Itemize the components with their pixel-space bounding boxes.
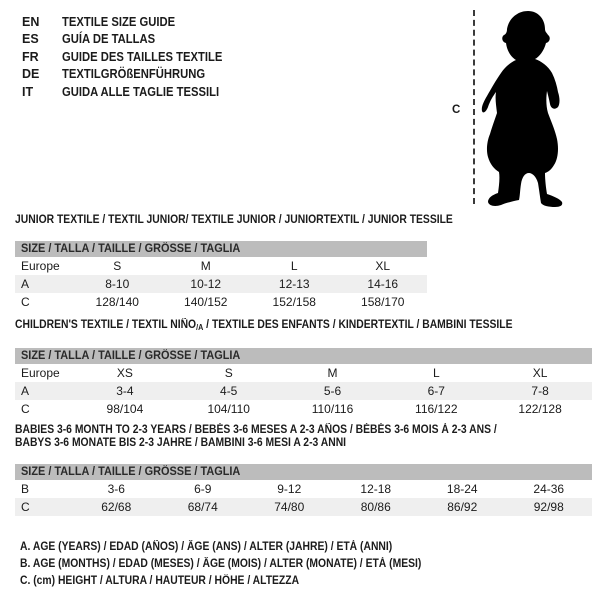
babies-table-title-line2: BABYS 3-6 MONATE BIS 2-3 JAHRE / BAMBINI 3-6 MESI A 2-3 ANNI: [15, 437, 347, 449]
size-cell: L: [432, 366, 440, 380]
size-cell: 92/98: [533, 500, 564, 514]
language-row-it: [22, 83, 240, 101]
language-code: IT: [22, 84, 34, 99]
language-code: ES: [22, 32, 39, 47]
row-label: C: [21, 295, 30, 309]
size-header-bar: SIZE / TALLA / TAILLE / GRÖSSE / TAGLIA: [15, 241, 427, 257]
size-cell: 6-7: [427, 384, 445, 398]
size-cell: 7-8: [531, 384, 549, 398]
size-cell: 122/128: [518, 402, 562, 416]
language-row-es: [22, 31, 240, 49]
junior-table-title: JUNIOR TEXTILE / TEXTIL JUNIOR/ TEXTILE JUNIOR / JUNIORTEXTIL / JUNIOR TESSILE: [15, 214, 453, 226]
language-title: GUIDA ALLE TAGLIE TESSILI: [62, 84, 220, 99]
size-cell: S: [224, 366, 233, 380]
size-cell: 128/140: [95, 295, 139, 309]
size-cell: 6-9: [194, 482, 212, 496]
size-cell: 5-6: [323, 384, 342, 398]
size-cell: 104/110: [207, 402, 250, 416]
height-label-c: C: [452, 104, 461, 116]
size-cell: 4-5: [220, 384, 238, 398]
size-cell: M: [200, 259, 211, 273]
language-title: TEXTILE SIZE GUIDE: [62, 14, 176, 29]
size-cell: 86/92: [447, 500, 478, 514]
language-row-en: [22, 13, 240, 31]
row-label: Europe: [21, 259, 60, 273]
junior-table-section: [15, 214, 453, 311]
size-cell: 140/152: [184, 295, 228, 309]
height-measure-line: [473, 10, 475, 204]
size-cell: 12-13: [278, 277, 310, 291]
size-header-bar: SIZE / TALLA / TAILLE / GRÖSSE / TAGLIA: [15, 348, 592, 364]
size-cell: XL: [532, 366, 548, 380]
children-table-section: [15, 319, 592, 418]
subscript-a: /A: [196, 323, 204, 332]
size-cell: 9-12: [277, 482, 302, 496]
table-row-b: [15, 480, 592, 498]
table-row-a: [15, 382, 592, 400]
size-cell: S: [113, 259, 122, 273]
size-cell: 158/170: [361, 295, 405, 309]
language-code: FR: [22, 49, 39, 64]
footnotes: [20, 539, 466, 590]
row-label: C: [21, 402, 30, 416]
row-label: Europe: [21, 366, 60, 380]
language-title: GUÍA DE TALLAS: [62, 32, 156, 47]
size-cell: 12-18: [360, 482, 392, 496]
babies-table-title-line1: BABIES 3-6 MONTH TO 2-3 YEARS / BEBÉS 3-6 MESES A 2-3 AÑOS / BÉBÉS 3-6 MOIS À 2-3 ANS /: [15, 424, 497, 436]
table-row-europe: [15, 257, 427, 275]
language-title: GUIDE DES TAILLES TEXTILE: [62, 49, 223, 64]
language-row-fr: [22, 48, 240, 66]
language-title: TEXTILGRÖßENFÜHRUNG: [62, 67, 206, 82]
children-table-title: CHILDREN'S TEXTILE / TEXTIL $NIÑO_{/A}$ / TEXTILE DES ENFANTS / KINDERTEXTIL / BAMBINI TESSILE: [15, 319, 513, 332]
language-code: EN: [22, 14, 40, 29]
row-label: A: [21, 384, 30, 398]
size-cell: 152/158: [272, 295, 316, 309]
table-row-a: [15, 275, 427, 293]
size-header-bar: SIZE / TALLA / TAILLE / GRÖSSE / TAGLIA: [15, 464, 592, 480]
language-row-de: [22, 66, 240, 84]
size-cell: L: [290, 259, 298, 273]
size-cell: 14-16: [367, 277, 399, 291]
row-label: C: [21, 500, 30, 514]
size-cell: 3-6: [107, 482, 125, 496]
size-cell: 74/80: [274, 500, 305, 514]
table-row-europe: [15, 364, 592, 382]
language-code: DE: [22, 67, 40, 82]
size-cell: 68/74: [187, 500, 218, 514]
size-cell: 110/116: [311, 402, 354, 416]
size-cell: 98/104: [106, 402, 144, 416]
size-cell: 8-10: [105, 277, 130, 291]
size-cell: 10-12: [190, 277, 222, 291]
size-cell: 18-24: [446, 482, 478, 496]
size-cell: 116/122: [415, 402, 458, 416]
size-cell: M: [327, 366, 338, 380]
size-cell: 80/86: [360, 500, 391, 514]
row-label: B: [21, 482, 30, 496]
footnote-a: A. AGE (YEARS) / EDAD (AÑOS) / ÂGE (ANS) / ALTER (JAHRE) / ETÀ (ANNI): [20, 541, 393, 553]
footnote-b: B. AGE (MONTHS) / EDAD (MESES) / ÂGE (MOIS) / ALTER (MONATE) / ETÀ (MESI): [20, 558, 422, 570]
size-cell: XS: [116, 366, 133, 380]
table-row-c: [15, 498, 592, 516]
table-row-c: [15, 400, 592, 418]
size-cell: 24-36: [533, 482, 565, 496]
babies-table-section: [15, 424, 592, 516]
size-cell: 62/68: [101, 500, 132, 514]
row-label: A: [21, 277, 30, 291]
size-cell: 3-4: [116, 384, 134, 398]
footnote-c: C. (cm) HEIGHT / ALTURA / HAUTEUR / HÖHE / ALTEZZA: [20, 575, 300, 587]
table-row-c: [15, 293, 427, 311]
language-guide-list: [22, 13, 240, 101]
size-cell: XL: [375, 259, 391, 273]
baby-silhouette-icon: [480, 8, 570, 208]
